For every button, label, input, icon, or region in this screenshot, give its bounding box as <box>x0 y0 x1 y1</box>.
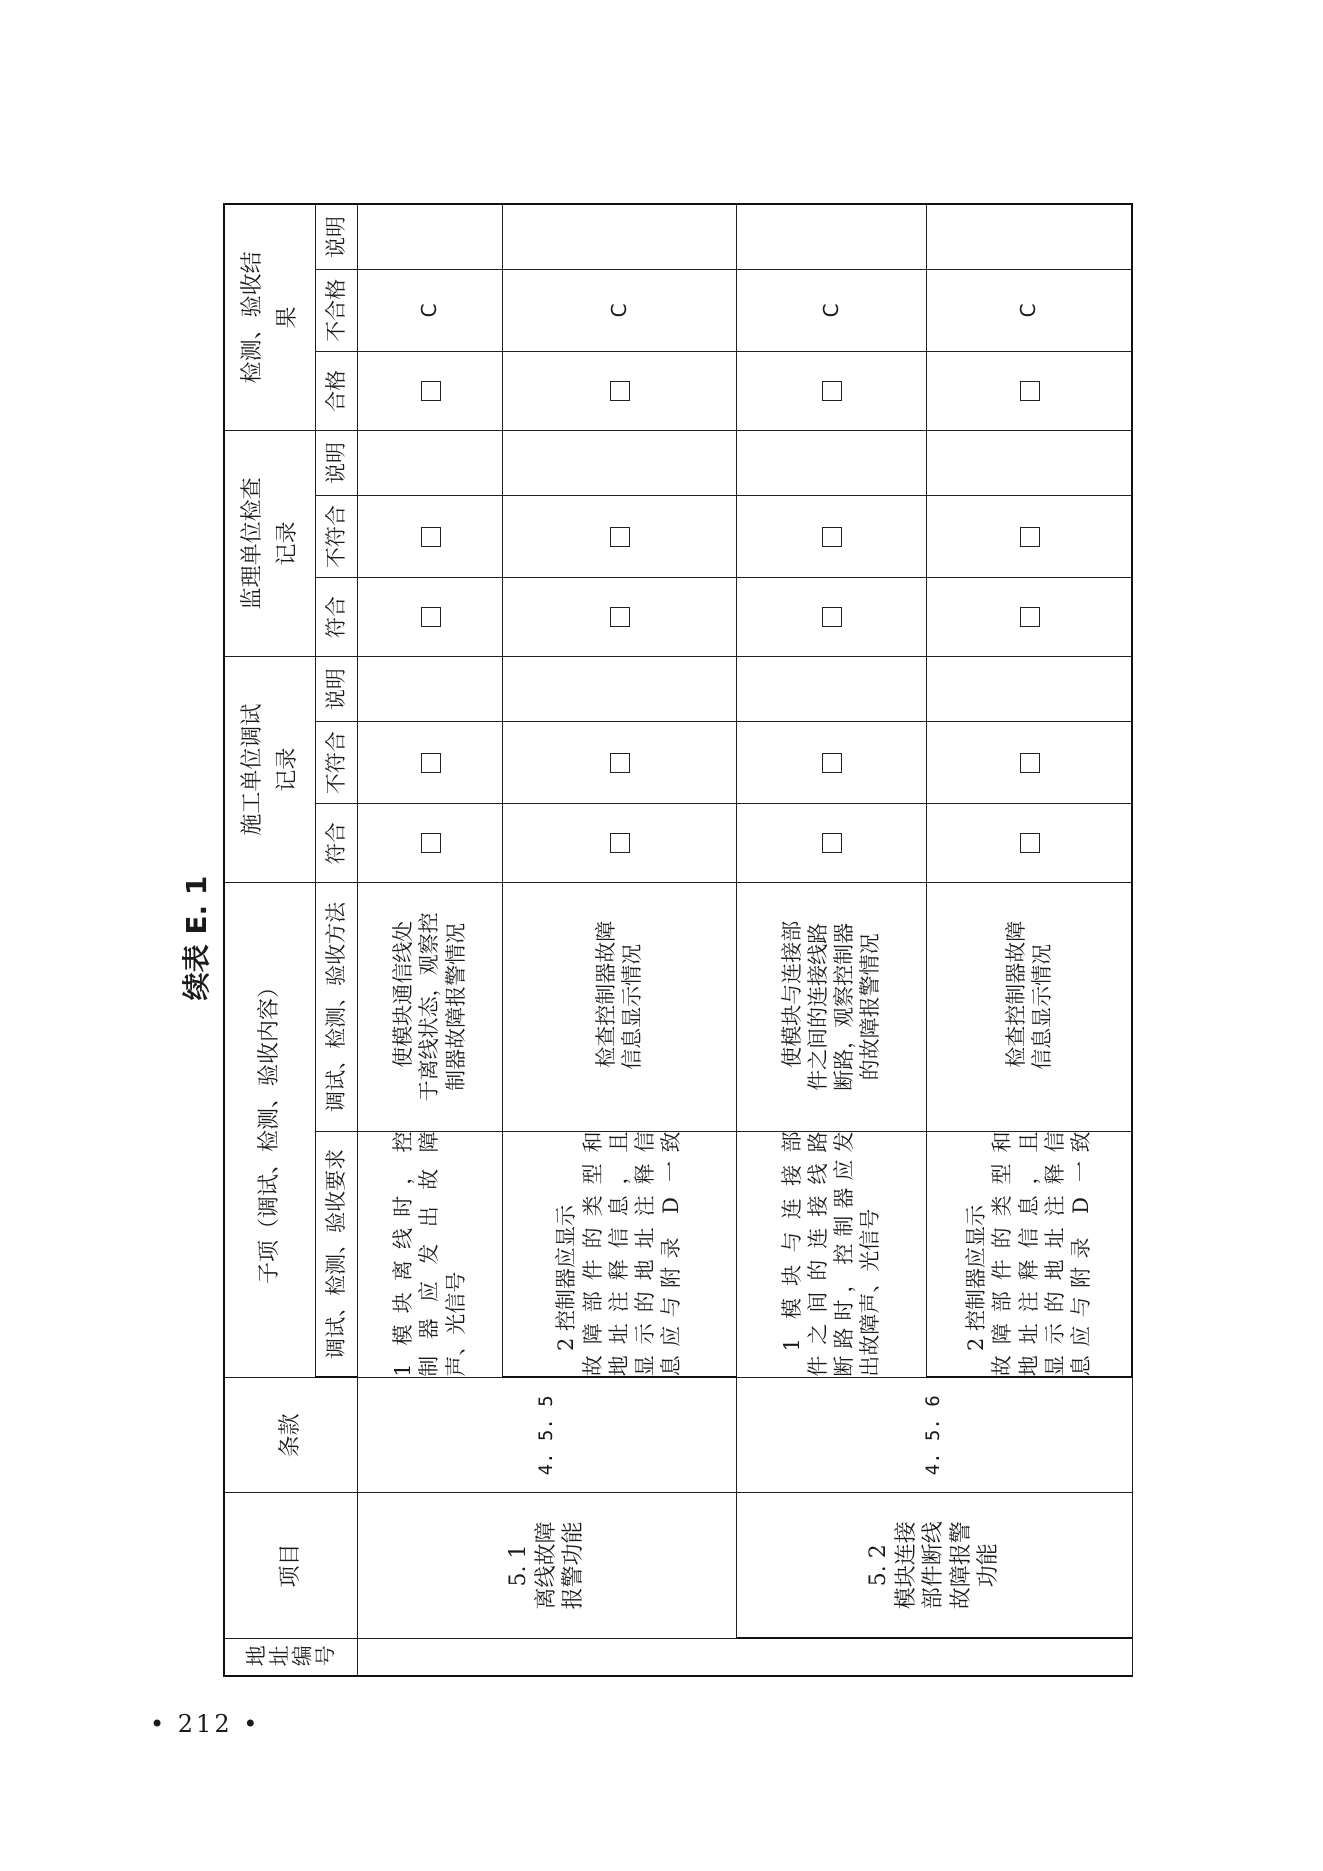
supervision-note-cell[interactable] <box>502 430 736 495</box>
header-clause: 条款 <box>224 1377 357 1493</box>
supervision-conform-checkbox[interactable] <box>736 578 926 657</box>
acceptance-unqualified-mark[interactable]: C <box>926 269 1132 351</box>
header-construction: 施工单位调试记录 <box>224 657 315 883</box>
acceptance-note-cell[interactable] <box>736 204 926 269</box>
supervision-nonconform-checkbox[interactable] <box>736 496 926 578</box>
construction-conform-checkbox[interactable] <box>926 804 1132 883</box>
header-address-no: 地址编号 <box>224 1638 357 1676</box>
header-requirement: 调试、检测、验收要求 <box>315 1131 357 1377</box>
requirement-cell: 1 模块离线时，控 制器应发出故障 声、光信号 <box>357 1131 502 1377</box>
method-cell: 检查控制器故障 信息显示情况 <box>502 883 736 1131</box>
header-unqualified: 不合格 <box>315 269 357 351</box>
supervision-conform-checkbox[interactable] <box>502 578 736 657</box>
method-cell: 使模块通信线处 于离线状态，观察控 制器故障报警情况 <box>357 883 502 1131</box>
requirement-cell: 2 控制器应显示 故障部件的类型和 地址注释信息，且 显示的地址注释信 息应与附录 D 一致 <box>926 1131 1132 1377</box>
rotated-table-wrapper <box>223 203 1131 1677</box>
header-nonconform: 不符合 <box>315 496 357 578</box>
construction-nonconform-checkbox[interactable] <box>736 722 926 804</box>
supervision-note-cell[interactable] <box>736 430 926 495</box>
acceptance-qualified-checkbox[interactable] <box>736 351 926 430</box>
header-qualified: 合格 <box>315 351 357 430</box>
header-method: 调试、检测、验收方法 <box>315 883 357 1131</box>
method-cell: 使模块与连接部 件之间的连接线路 断路，观察控制器 的故障报警情况 <box>736 883 926 1131</box>
acceptance-unqualified-mark[interactable]: C <box>502 269 736 351</box>
header-note2: 说明 <box>315 204 357 269</box>
header-nonconform: 不符合 <box>315 722 357 804</box>
supervision-nonconform-checkbox[interactable] <box>357 496 502 578</box>
acceptance-qualified-checkbox[interactable] <box>926 351 1132 430</box>
acceptance-qualified-checkbox[interactable] <box>357 351 502 430</box>
requirement-cell: 1 模块与连接部 件之间的连接线路 断路时，控制器应发 出故障声、光信号 <box>736 1131 926 1377</box>
construction-conform-checkbox[interactable] <box>502 804 736 883</box>
acceptance-unqualified-mark[interactable]: C <box>357 269 502 351</box>
item-cell: 5. 2 模块连接 部件断线 故障报警 功能 <box>736 1493 1132 1638</box>
construction-note-cell[interactable] <box>736 657 926 722</box>
clause-cell: 4. 5. 5 <box>357 1377 736 1493</box>
construction-note-cell[interactable] <box>357 657 502 722</box>
method-cell: 检查控制器故障 信息显示情况 <box>926 883 1132 1131</box>
acceptance-qualified-checkbox[interactable] <box>502 351 736 430</box>
clause-cell: 4. 5. 6 <box>736 1377 1132 1493</box>
construction-conform-checkbox[interactable] <box>357 804 502 883</box>
acceptance-note-cell[interactable] <box>502 204 736 269</box>
header-item: 项目 <box>224 1493 357 1638</box>
table-caption: 续表 E. 1 <box>180 875 213 1001</box>
address-no-cell <box>357 1638 1132 1676</box>
acceptance-table <box>223 203 1133 1677</box>
item-cell: 5. 1 离线故障 报警功能 <box>357 1493 736 1638</box>
supervision-conform-checkbox[interactable] <box>926 578 1132 657</box>
header-note: 说明 <box>315 430 357 495</box>
supervision-nonconform-checkbox[interactable] <box>502 496 736 578</box>
construction-note-cell[interactable] <box>502 657 736 722</box>
supervision-note-cell[interactable] <box>926 430 1132 495</box>
header-note: 说明 <box>315 657 357 722</box>
supervision-conform-checkbox[interactable] <box>357 578 502 657</box>
acceptance-note-cell[interactable] <box>357 204 502 269</box>
header-supervision: 监理单位检查记录 <box>224 430 315 656</box>
header-acceptance: 检测、验收结果 <box>224 204 315 430</box>
table-row <box>736 204 926 1676</box>
supervision-nonconform-checkbox[interactable] <box>926 496 1132 578</box>
requirement-cell: 2 控制器应显示 故障部件的类型和 地址注释信息，且 显示的地址注释信 息应与附录 D 一致 <box>502 1131 736 1377</box>
construction-nonconform-checkbox[interactable] <box>926 722 1132 804</box>
construction-conform-checkbox[interactable] <box>736 804 926 883</box>
header-conform: 符合 <box>315 804 357 883</box>
header-conform: 符合 <box>315 578 357 657</box>
construction-nonconform-checkbox[interactable] <box>502 722 736 804</box>
table-row <box>357 204 502 1676</box>
acceptance-note-cell[interactable] <box>926 204 1132 269</box>
supervision-note-cell[interactable] <box>357 430 502 495</box>
acceptance-unqualified-mark[interactable]: C <box>736 269 926 351</box>
construction-nonconform-checkbox[interactable] <box>357 722 502 804</box>
page-number: • 212 • <box>150 1710 261 1738</box>
header-sub-item: 子项（调试、检测、验收内容） <box>224 883 315 1378</box>
construction-note-cell[interactable] <box>926 657 1132 722</box>
